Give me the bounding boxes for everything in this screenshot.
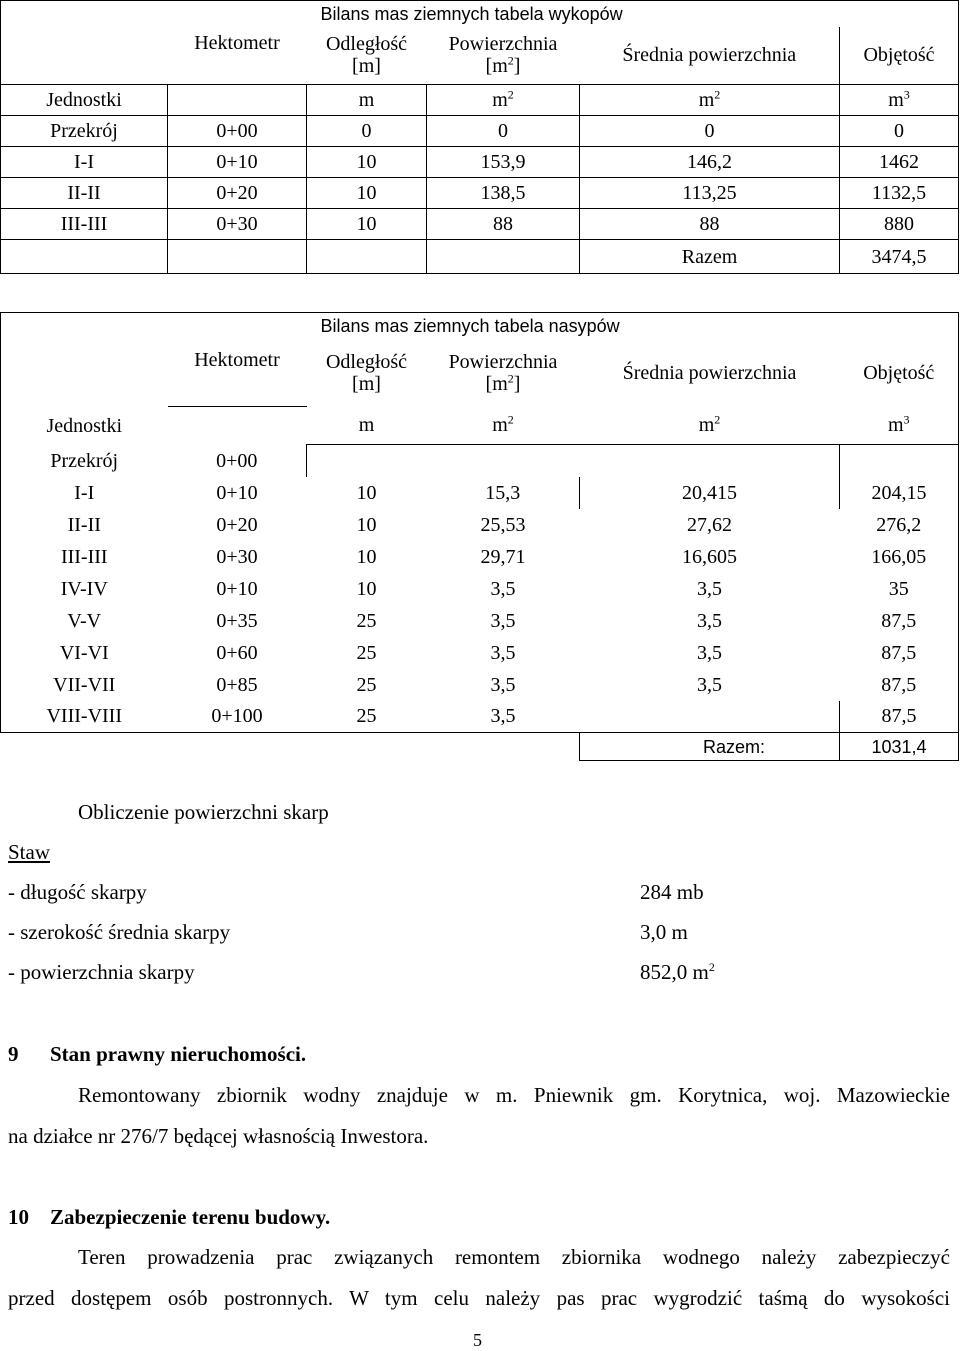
cell: 204,15 xyxy=(840,477,959,509)
cell: 0+60 xyxy=(216,641,258,664)
cell: 25 xyxy=(356,609,377,632)
cell: III-III xyxy=(1,209,168,240)
page-number: 5 xyxy=(473,1330,482,1350)
section10-title: Zabezpieczenie terenu budowy. xyxy=(50,1205,331,1229)
skarpy-title: Obliczenie powierzchni skarp xyxy=(78,800,329,824)
cell: 87,5 xyxy=(840,637,959,669)
skarpa-area-value: 852,0 $m^2$ xyxy=(640,960,715,984)
cell: VIII-VIII xyxy=(1,701,168,733)
section9-number: 9 xyxy=(8,1042,19,1066)
header-hektometr: Hektometr xyxy=(168,1,307,85)
cell: 0+30 xyxy=(168,209,307,240)
header-hektometr: Hektometr xyxy=(168,313,307,407)
cell: 0+30 xyxy=(216,545,258,568)
section10-line2: przed dostępem osób postronnych. W tym celu należy pas prac wygrodzić taśmą do wysokości xyxy=(8,1286,950,1310)
cell: IV-IV xyxy=(1,573,168,605)
table-caption: Bilans mas ziemnych tabela wykopów xyxy=(307,1,959,27)
table-row xyxy=(1,541,959,573)
embankment-table xyxy=(0,312,959,761)
cell: 113,25 xyxy=(580,178,840,209)
cell: 35 xyxy=(840,573,959,605)
unit-m: m xyxy=(358,414,375,437)
cell: VII-VII xyxy=(1,669,168,701)
cell: 87,5 xyxy=(840,605,959,637)
section9-title: Stan prawny nieruchomości. xyxy=(50,1042,307,1066)
cell: 1132,5 xyxy=(840,178,959,209)
cell: 153,9 xyxy=(427,147,580,178)
table-row xyxy=(1,445,959,477)
skarpa-width-label: - szerokość średnia skarpy xyxy=(8,920,231,944)
cell: 16,605 xyxy=(682,545,737,568)
cell: VI-VI xyxy=(1,637,168,669)
header-powierzchnia: Powierzchnia $[m^2]$ xyxy=(448,350,558,395)
cell: I-I xyxy=(1,477,168,509)
cell: 3,5 xyxy=(697,673,722,696)
skarpa-area-label: - powierzchnia skarpy xyxy=(8,960,195,984)
table-row xyxy=(1,637,959,669)
excavation-table xyxy=(0,0,959,274)
table-row xyxy=(1,509,959,541)
cell: 10 xyxy=(356,481,377,504)
cell: 0 xyxy=(427,116,580,147)
header-powierzchnia: Powierzchnia $[m^2]$ xyxy=(448,33,558,78)
cell: 3,5 xyxy=(697,641,722,664)
skarpa-width-value: 3,0 m xyxy=(640,920,688,944)
total-label: Razem xyxy=(580,240,840,274)
table-caption: Bilans mas ziemnych tabela nasypów xyxy=(307,313,959,339)
units-label: Jednostki xyxy=(1,85,168,116)
cell: 0+10 xyxy=(216,481,258,504)
cell: 0+35 xyxy=(216,609,258,632)
cell: Przekrój xyxy=(1,116,168,147)
table-row xyxy=(1,116,959,147)
cell: 20,415 xyxy=(580,477,840,509)
skarpa-length-label: - długość skarpy xyxy=(8,880,147,904)
table-row xyxy=(1,178,959,209)
cell: 276,2 xyxy=(840,509,959,541)
cell: Przekrój xyxy=(1,445,168,477)
cell: 0+00 xyxy=(168,116,307,147)
cell: 25 xyxy=(356,641,377,664)
cell: 3,5 xyxy=(490,673,516,696)
unit-m2: $m^2$ xyxy=(427,85,580,116)
table-row xyxy=(1,669,959,701)
unit-m2b: $m^2$ xyxy=(698,412,721,437)
table-row xyxy=(1,209,959,240)
table-row xyxy=(1,701,959,733)
cell: 0+100 xyxy=(168,701,307,733)
header-odleglosc: Odległość [m] xyxy=(325,350,408,395)
cell: 87,5 xyxy=(840,701,959,733)
cell: 1462 xyxy=(840,147,959,178)
section9-line1: Remontowany zbiornik wodny znajduje w m. Pniewnik gm. Korytnica, woj. Mazowieckie xyxy=(78,1083,950,1107)
cell: 0+00 xyxy=(216,449,258,472)
cell: 0+20 xyxy=(168,178,307,209)
cell: 10 xyxy=(356,577,377,600)
header-srednia: Średnia powierzchnia xyxy=(622,361,797,384)
table-row xyxy=(1,477,959,509)
units-label: Jednostki xyxy=(1,407,168,445)
unit-m3: $m^3$ xyxy=(840,85,959,116)
table-row xyxy=(1,605,959,637)
unit-m: m xyxy=(307,85,427,116)
cell: 146,2 xyxy=(580,147,840,178)
cell xyxy=(580,701,840,733)
unit-m2: $m^2$ xyxy=(492,412,514,437)
section9-line2: na działce nr 276/7 będącej własnością Inwestora. xyxy=(8,1124,429,1148)
cell: II-II xyxy=(1,178,168,209)
cell: 3,5 xyxy=(490,577,516,600)
cell: 88 xyxy=(427,209,580,240)
cell: 10 xyxy=(356,513,377,536)
staw-label: Staw xyxy=(8,840,50,864)
cell: 88 xyxy=(580,209,840,240)
cell: 10 xyxy=(307,209,427,240)
section10-line1: Teren prowadzenia prac związanych remontem zbiornika wodnego należy zabezpieczyć xyxy=(78,1245,950,1269)
cell: 27,62 xyxy=(687,513,732,536)
section10-number: 10 xyxy=(8,1205,29,1229)
table-row xyxy=(1,147,959,178)
cell: 10 xyxy=(307,178,427,209)
cell: 3,5 xyxy=(427,701,580,733)
cell: 3,5 xyxy=(697,577,722,600)
cell: III-III xyxy=(1,541,168,573)
table-row xyxy=(1,573,959,605)
cell: 166,05 xyxy=(840,541,959,573)
cell: 25 xyxy=(356,673,377,696)
cell: 0+85 xyxy=(216,673,258,696)
cell: 880 xyxy=(840,209,959,240)
cell: 0+10 xyxy=(216,577,258,600)
cell: 138,5 xyxy=(427,178,580,209)
cell: 29,71 xyxy=(480,545,526,568)
total-label: Razem: xyxy=(580,733,840,761)
cell: 25 xyxy=(307,701,427,733)
cell: 0+10 xyxy=(168,147,307,178)
cell: 0 xyxy=(307,116,427,147)
cell: 0 xyxy=(580,116,840,147)
cell: 10 xyxy=(307,147,427,178)
cell: 3,5 xyxy=(697,609,722,632)
cell: V-V xyxy=(1,605,168,637)
cell: 25,53 xyxy=(480,513,526,536)
header-odleglosc: Odległość [m] xyxy=(325,33,408,78)
total-value: 1031,4 xyxy=(840,733,959,761)
cell: 10 xyxy=(356,545,377,568)
unit-m3: $m^3$ xyxy=(840,407,959,445)
cell: 0 xyxy=(840,116,959,147)
cell: II-II xyxy=(1,509,168,541)
header-blank xyxy=(1,1,168,85)
total-value: 3474,5 xyxy=(840,240,959,274)
cell: I-I xyxy=(1,147,168,178)
header-objetosc: Objętość xyxy=(840,339,959,407)
cell: 15,3 xyxy=(485,481,521,504)
cell: 3,5 xyxy=(490,641,516,664)
cell: 0+20 xyxy=(216,513,258,536)
header-objetosc: Objętość xyxy=(840,27,959,85)
header-srednia: Średnia powierzchnia xyxy=(580,27,840,85)
unit-m2b: $m^2$ xyxy=(580,85,840,116)
skarpa-length-value: 284 mb xyxy=(640,880,704,904)
cell: 87,5 xyxy=(840,669,959,701)
cell: 3,5 xyxy=(490,609,516,632)
